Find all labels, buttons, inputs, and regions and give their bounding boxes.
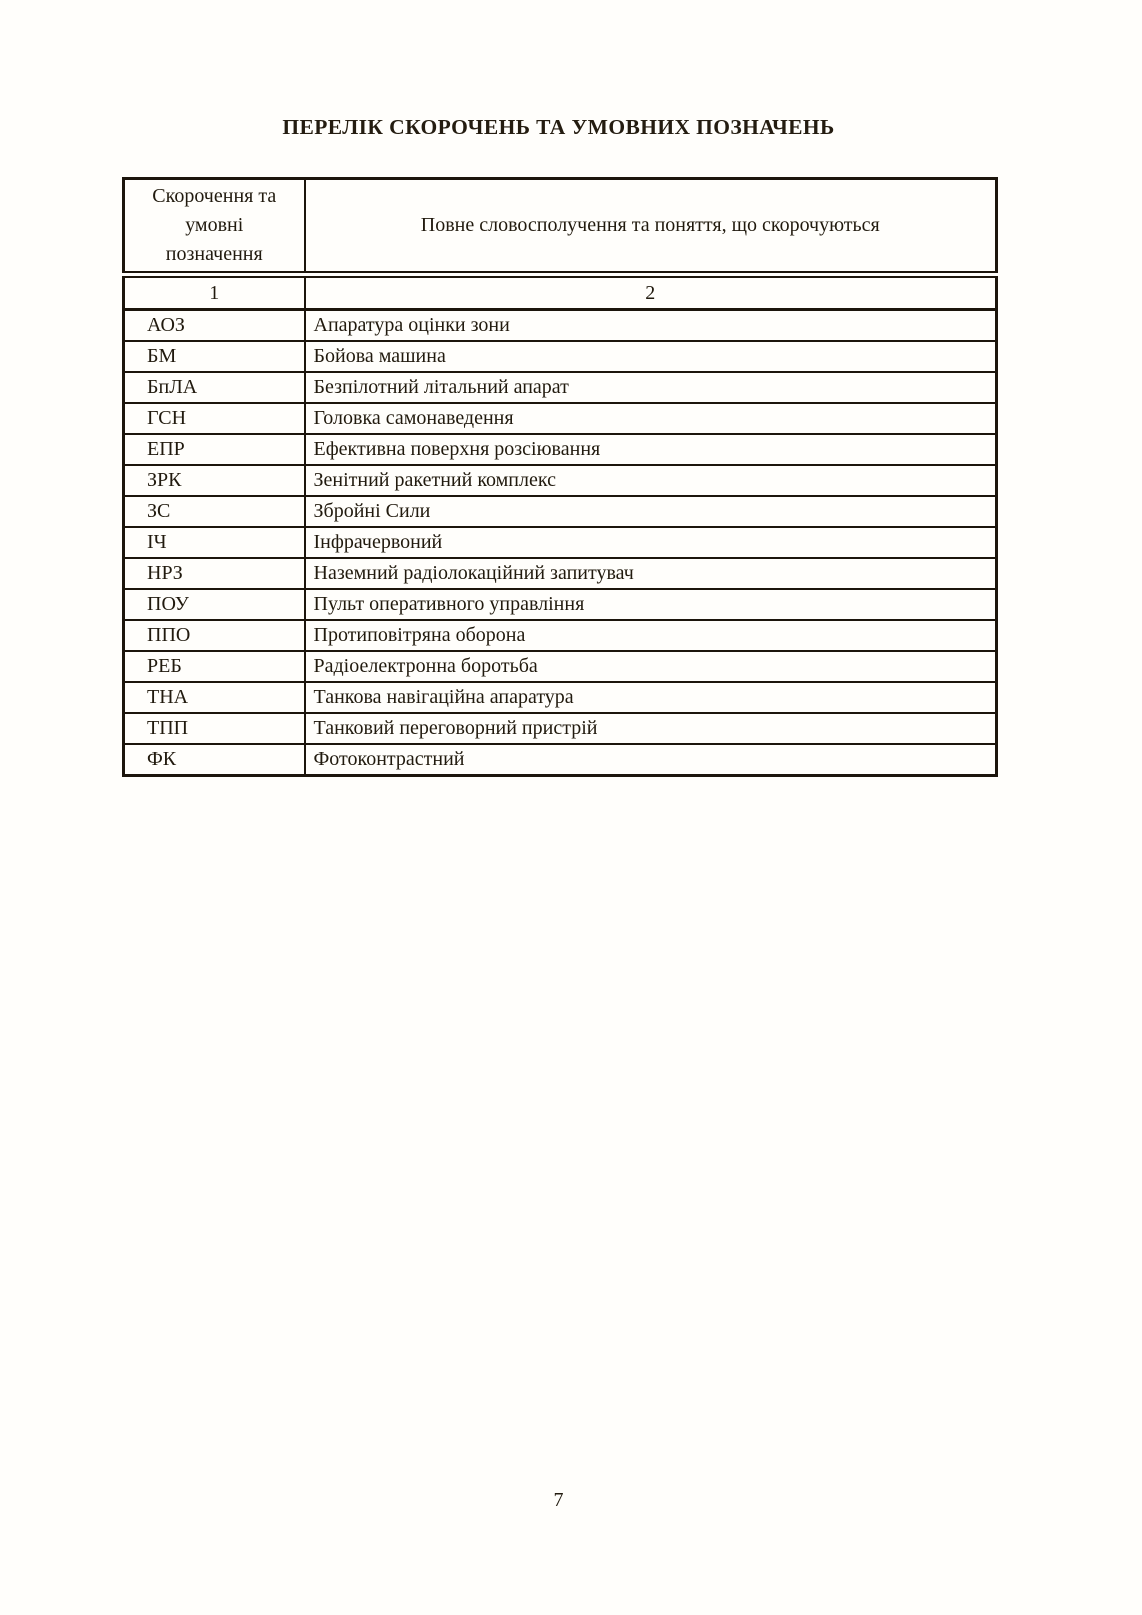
definition-cell: Зенітний ракетний комплекс <box>305 465 997 496</box>
definition-cell: Танкова навігаційна апаратура <box>305 682 997 713</box>
table-row <box>124 589 997 620</box>
header-cell-definition: Повне словосполучення та поняття, що скорочуються <box>305 179 997 275</box>
definition-cell: Головка самонаведення <box>305 403 997 434</box>
definition-cell: Протиповітряна оборона <box>305 620 997 651</box>
definition-cell: Бойова машина <box>305 341 997 372</box>
table-row <box>124 434 997 465</box>
definition-cell: Збройні Сили <box>305 496 997 527</box>
abbr-cell: ППО <box>124 620 305 651</box>
abbr-cell: ІЧ <box>124 527 305 558</box>
definition-cell: Ефективна поверхня розсіювання <box>305 434 997 465</box>
definition-cell: Інфрачервоний <box>305 527 997 558</box>
definition-cell: Безпілотний літальний апарат <box>305 372 997 403</box>
abbr-cell: БпЛА <box>124 372 305 403</box>
abbr-cell: ГСН <box>124 403 305 434</box>
header-cell-abbreviation: Скорочення та умовні позначення <box>124 179 305 275</box>
index-cell-1: 1 <box>124 275 305 310</box>
table-row <box>124 744 997 776</box>
abbr-cell: АОЗ <box>124 310 305 342</box>
table-row <box>124 527 997 558</box>
abbr-cell: ЗС <box>124 496 305 527</box>
definition-cell: Танковий переговорний пристрій <box>305 713 997 744</box>
table-row <box>124 465 997 496</box>
definition-cell: Наземний радіолокаційний запитувач <box>305 558 997 589</box>
table-row <box>124 620 997 651</box>
table-row <box>124 651 997 682</box>
abbr-cell: ЕПР <box>124 434 305 465</box>
definition-cell: Апаратура оцінки зони <box>305 310 997 342</box>
table-row <box>124 496 997 527</box>
page-number: 7 <box>553 1489 564 1511</box>
abbr-cell: БМ <box>124 341 305 372</box>
column-index-row <box>124 275 997 310</box>
table-row <box>124 341 997 372</box>
definition-cell: Радіоелектронна боротьба <box>305 651 997 682</box>
table-row <box>124 682 997 713</box>
abbr-cell: РЕБ <box>124 651 305 682</box>
table-row <box>124 558 997 589</box>
table-row <box>124 713 997 744</box>
abbr-cell: ТПП <box>124 713 305 744</box>
table-row <box>124 372 997 403</box>
table-row <box>124 403 997 434</box>
page-title: ПЕРЕЛІК СКОРОЧЕНЬ ТА УМОВНИХ ПОЗНАЧЕНЬ <box>282 115 835 139</box>
abbr-cell: ФК <box>124 744 305 776</box>
index-cell-2: 2 <box>305 275 997 310</box>
definition-cell: Фотоконтрастний <box>305 744 997 776</box>
definition-cell: Пульт оперативного управління <box>305 589 997 620</box>
table-header-row <box>124 179 997 275</box>
abbr-cell: НРЗ <box>124 558 305 589</box>
page-content <box>122 0 995 777</box>
table-row <box>124 310 997 342</box>
abbr-cell: ЗРК <box>124 465 305 496</box>
abbr-cell: ТНА <box>124 682 305 713</box>
abbreviations-table <box>122 177 998 777</box>
abbr-cell: ПОУ <box>124 589 305 620</box>
